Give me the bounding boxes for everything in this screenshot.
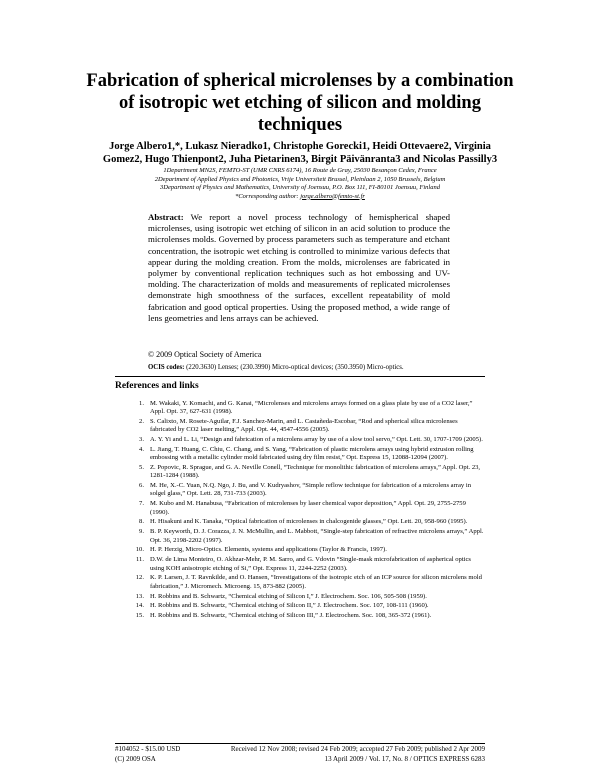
reference-item bbox=[128, 518, 484, 526]
reference-item bbox=[128, 546, 484, 554]
reference-number: 8. bbox=[139, 518, 144, 526]
reference-number: 7. bbox=[139, 500, 144, 508]
reference-number: 13. bbox=[135, 592, 144, 600]
reference-number: 3. bbox=[139, 436, 144, 444]
reference-text: D.W. de Lima Monteiro, O. Akhzar-Mehr, P. M. Sarro, and G. Vdovin “Single-mask microfabrication of aspherical optics using KOH anisotropic etching of Si,” Opt. Express 11, 2244-2252 (2003). bbox=[150, 556, 471, 572]
abstract-label: Abstract: bbox=[148, 212, 184, 222]
reference-text: H. Robbins and B. Schwartz, “Chemical etching of Silicon II,” J. Electrochem. Soc. 107, 108-111 (1960). bbox=[150, 602, 429, 610]
reference-item bbox=[128, 464, 484, 480]
abstract bbox=[148, 212, 450, 324]
reference-item bbox=[128, 593, 484, 601]
references-heading: References and links bbox=[115, 381, 199, 391]
reference-item bbox=[128, 418, 484, 434]
reference-number: 11. bbox=[136, 556, 144, 564]
ocis-label: OCIS codes: bbox=[148, 364, 185, 371]
reference-text: B. P. Keyworth, D. J. Corazza, J. N. McMullin, and L. Mabbott, “Single-step fabrication of refractive microlens arrays,” Appl. Opt. 36, 2198-2202 (1997). bbox=[150, 528, 484, 544]
reference-item bbox=[128, 500, 484, 516]
affiliations bbox=[110, 167, 490, 201]
abstract-text: We report a novel process technology of hemispherical shaped microlenses, using isotropic wet etching of silicon in an acid solution to produce the microlenses molds. Governed by process parameters such as temperature and etchant concentration, the isotropic wet etching is controlled to minimize various defects that appear during the molding creation. From the molds, microlenses are fabricated in polymer by conventional replication techniques such as hot embossing and UV-molding. The characterization of molds and measurements of replicated microlenses demonstrate high smoothness of the surfaces, excellent repeatability of mold fabrication and good optical properties. Using the proposed method, a wide range of lens geometries and lens arrays can be achieved. bbox=[148, 212, 450, 323]
journal-citation: 13 April 2009 / Vol. 17, No. 8 / OPTICS EXPRESS 6283 bbox=[324, 755, 485, 763]
reference-text: M. He, X.-C. Yuan, N.Q. Ngo, J. Bu, and V. Kudryashov, “Simple reflow technique for fabrication of a microlens array in solgel glass,” Opt. Lett. 28, 731-733 (2003). bbox=[150, 482, 472, 498]
reference-text: H. Robbins and B. Schwartz, “Chemical etching of Silicon I,” J. Electrochem. Soc. 106, 505-508 (1959). bbox=[150, 592, 427, 600]
copyright-notice: © 2009 Optical Society of America bbox=[148, 350, 262, 359]
reference-text: Z. Popovic, R. Sprague, and G. A. Neville Conell, “Technique for monolithic fabrication of microlens arrays,” Appl. Opt. 23, 1281-1284 (1988). bbox=[150, 464, 481, 480]
reference-item bbox=[128, 528, 484, 544]
reference-item bbox=[128, 482, 484, 498]
reference-text: H. Hisakuni and K. Tanaka, “Optical fabrication of microlenses in chalcogenide glasses,” Opt. Lett. 20, 958-960 (1995). bbox=[150, 518, 468, 526]
reference-number: 10. bbox=[135, 546, 144, 554]
reference-number: 12. bbox=[135, 574, 144, 582]
reference-item bbox=[128, 602, 484, 610]
affiliation-1: 1Department MN2S, FEMTO-ST (UMR CNRS 6174), 16 Route de Gray, 25030 Besançon Cedex, France bbox=[163, 167, 437, 174]
reference-text: S. Calixto, M. Rosete-Aguilar, F.J. Sanchez-Marin, and L. Castañeda-Escobar, “Rod and spherical silica microlenses fabricated by CO2 laser melting,” Appl. Opt. 44, 4547-4556 (2005). bbox=[150, 418, 458, 434]
reference-number: 5. bbox=[139, 464, 144, 472]
affiliation-3: 3Department of Physics and Mathematics, University of Joensuu, P.O. Box 111, FI-80101 Joensuu, Finland bbox=[160, 184, 440, 191]
corresponding-author bbox=[110, 193, 490, 202]
footer-divider bbox=[115, 743, 485, 744]
section-divider bbox=[115, 376, 485, 377]
ocis-codes bbox=[148, 363, 468, 372]
reference-text: M. Wakaki, Y. Komachi, and G. Kanai, “Microlenses and microlens arrays formed on a glass plate by use of a CO2 laser,” Appl. Opt. 37, 627-631 (1998). bbox=[150, 400, 473, 416]
reference-number: 15. bbox=[135, 612, 144, 620]
reference-number: 6. bbox=[139, 482, 144, 490]
reference-item bbox=[128, 446, 484, 462]
reference-text: K. P. Larsen, J. T. Ravnkilde, and O. Hansen, “Investigations of the isotropic etch of an ICP source for silicon microlens mold fabrication,” J. Micromech. Microeng. 15, 873-882 (2005). bbox=[150, 574, 482, 590]
paper-title: Fabrication of spherical microlenses by a combination of isotropic wet etching of silicon and molding techniques bbox=[86, 71, 514, 135]
reference-item bbox=[128, 436, 484, 444]
reference-item bbox=[128, 612, 484, 620]
reference-text: A. Y. Yi and L. Li, “Design and fabrication of a microlens array by use of a slow tool servo,” Opt. Lett. 30, 1707-1709 (2005). bbox=[150, 436, 483, 444]
corresponding-email-link[interactable]: jorge.albero@femto-st.fr bbox=[300, 192, 365, 200]
corresponding-label: *Corresponding author: bbox=[235, 192, 301, 200]
author-list: Jorge Albero1,*, Lukasz Nieradko1, Christophe Gorecki1, Heidi Ottevaere2, Virginia Gomez2, Hugo Thienpont2, Juha Pietarinen3, Birgit Päivänranta3 and Nicolas Passilly3 bbox=[102, 141, 498, 165]
reference-item bbox=[128, 556, 484, 572]
reference-number: 4. bbox=[139, 446, 144, 454]
reference-item bbox=[128, 574, 484, 590]
reference-number: 2. bbox=[139, 418, 144, 426]
ocis-text: (220.3630) Lenses; (230.3990) Micro-optical devices; (350.3950) Micro-optics. bbox=[184, 364, 404, 371]
article-id: #104052 - $15.00 USD bbox=[115, 745, 181, 753]
reference-item bbox=[128, 400, 484, 416]
affiliation-2: 2Department of Applied Physics and Photonics, Vrije Universiteit Brussel, Pleinlaan 2, 1050 Brussels, Belgium bbox=[154, 175, 446, 183]
references-list bbox=[128, 400, 484, 622]
publication-history: Received 12 Nov 2008; revised 24 Feb 2009; accepted 27 Feb 2009; published 2 Apr 2009 bbox=[230, 745, 485, 753]
reference-text: H. Robbins and B. Schwartz, “Chemical etching of Silicon III,” J. Electrochem. Soc. 108, 365-372 (1961). bbox=[150, 612, 432, 620]
reference-text: M. Kubo and M. Hanabusa, “Fabrication of microlenses by laser chemical vapor deposition,” Appl. Opt. 29, 2755-2759 (1990). bbox=[150, 500, 466, 516]
reference-text: L. Jiang, T. Huang, C. Chiu, C. Chang, and S. Yang, “Fabrication of plastic microlens arrays using hybrid extrusion rolling embossing with a metallic cylinder mold fabricated using dry film resist,” Opt. Express 15, 12088-12094 (2007). bbox=[150, 446, 474, 462]
reference-text: H. P. Herzig, Micro-Optics. Elements, systems and applications (Taylor & Francis, 1997). bbox=[150, 546, 387, 554]
reference-number: 14. bbox=[135, 602, 144, 610]
osa-copyright: (C) 2009 OSA bbox=[115, 755, 156, 763]
reference-number: 9. bbox=[139, 528, 144, 536]
reference-number: 1. bbox=[139, 400, 144, 407]
